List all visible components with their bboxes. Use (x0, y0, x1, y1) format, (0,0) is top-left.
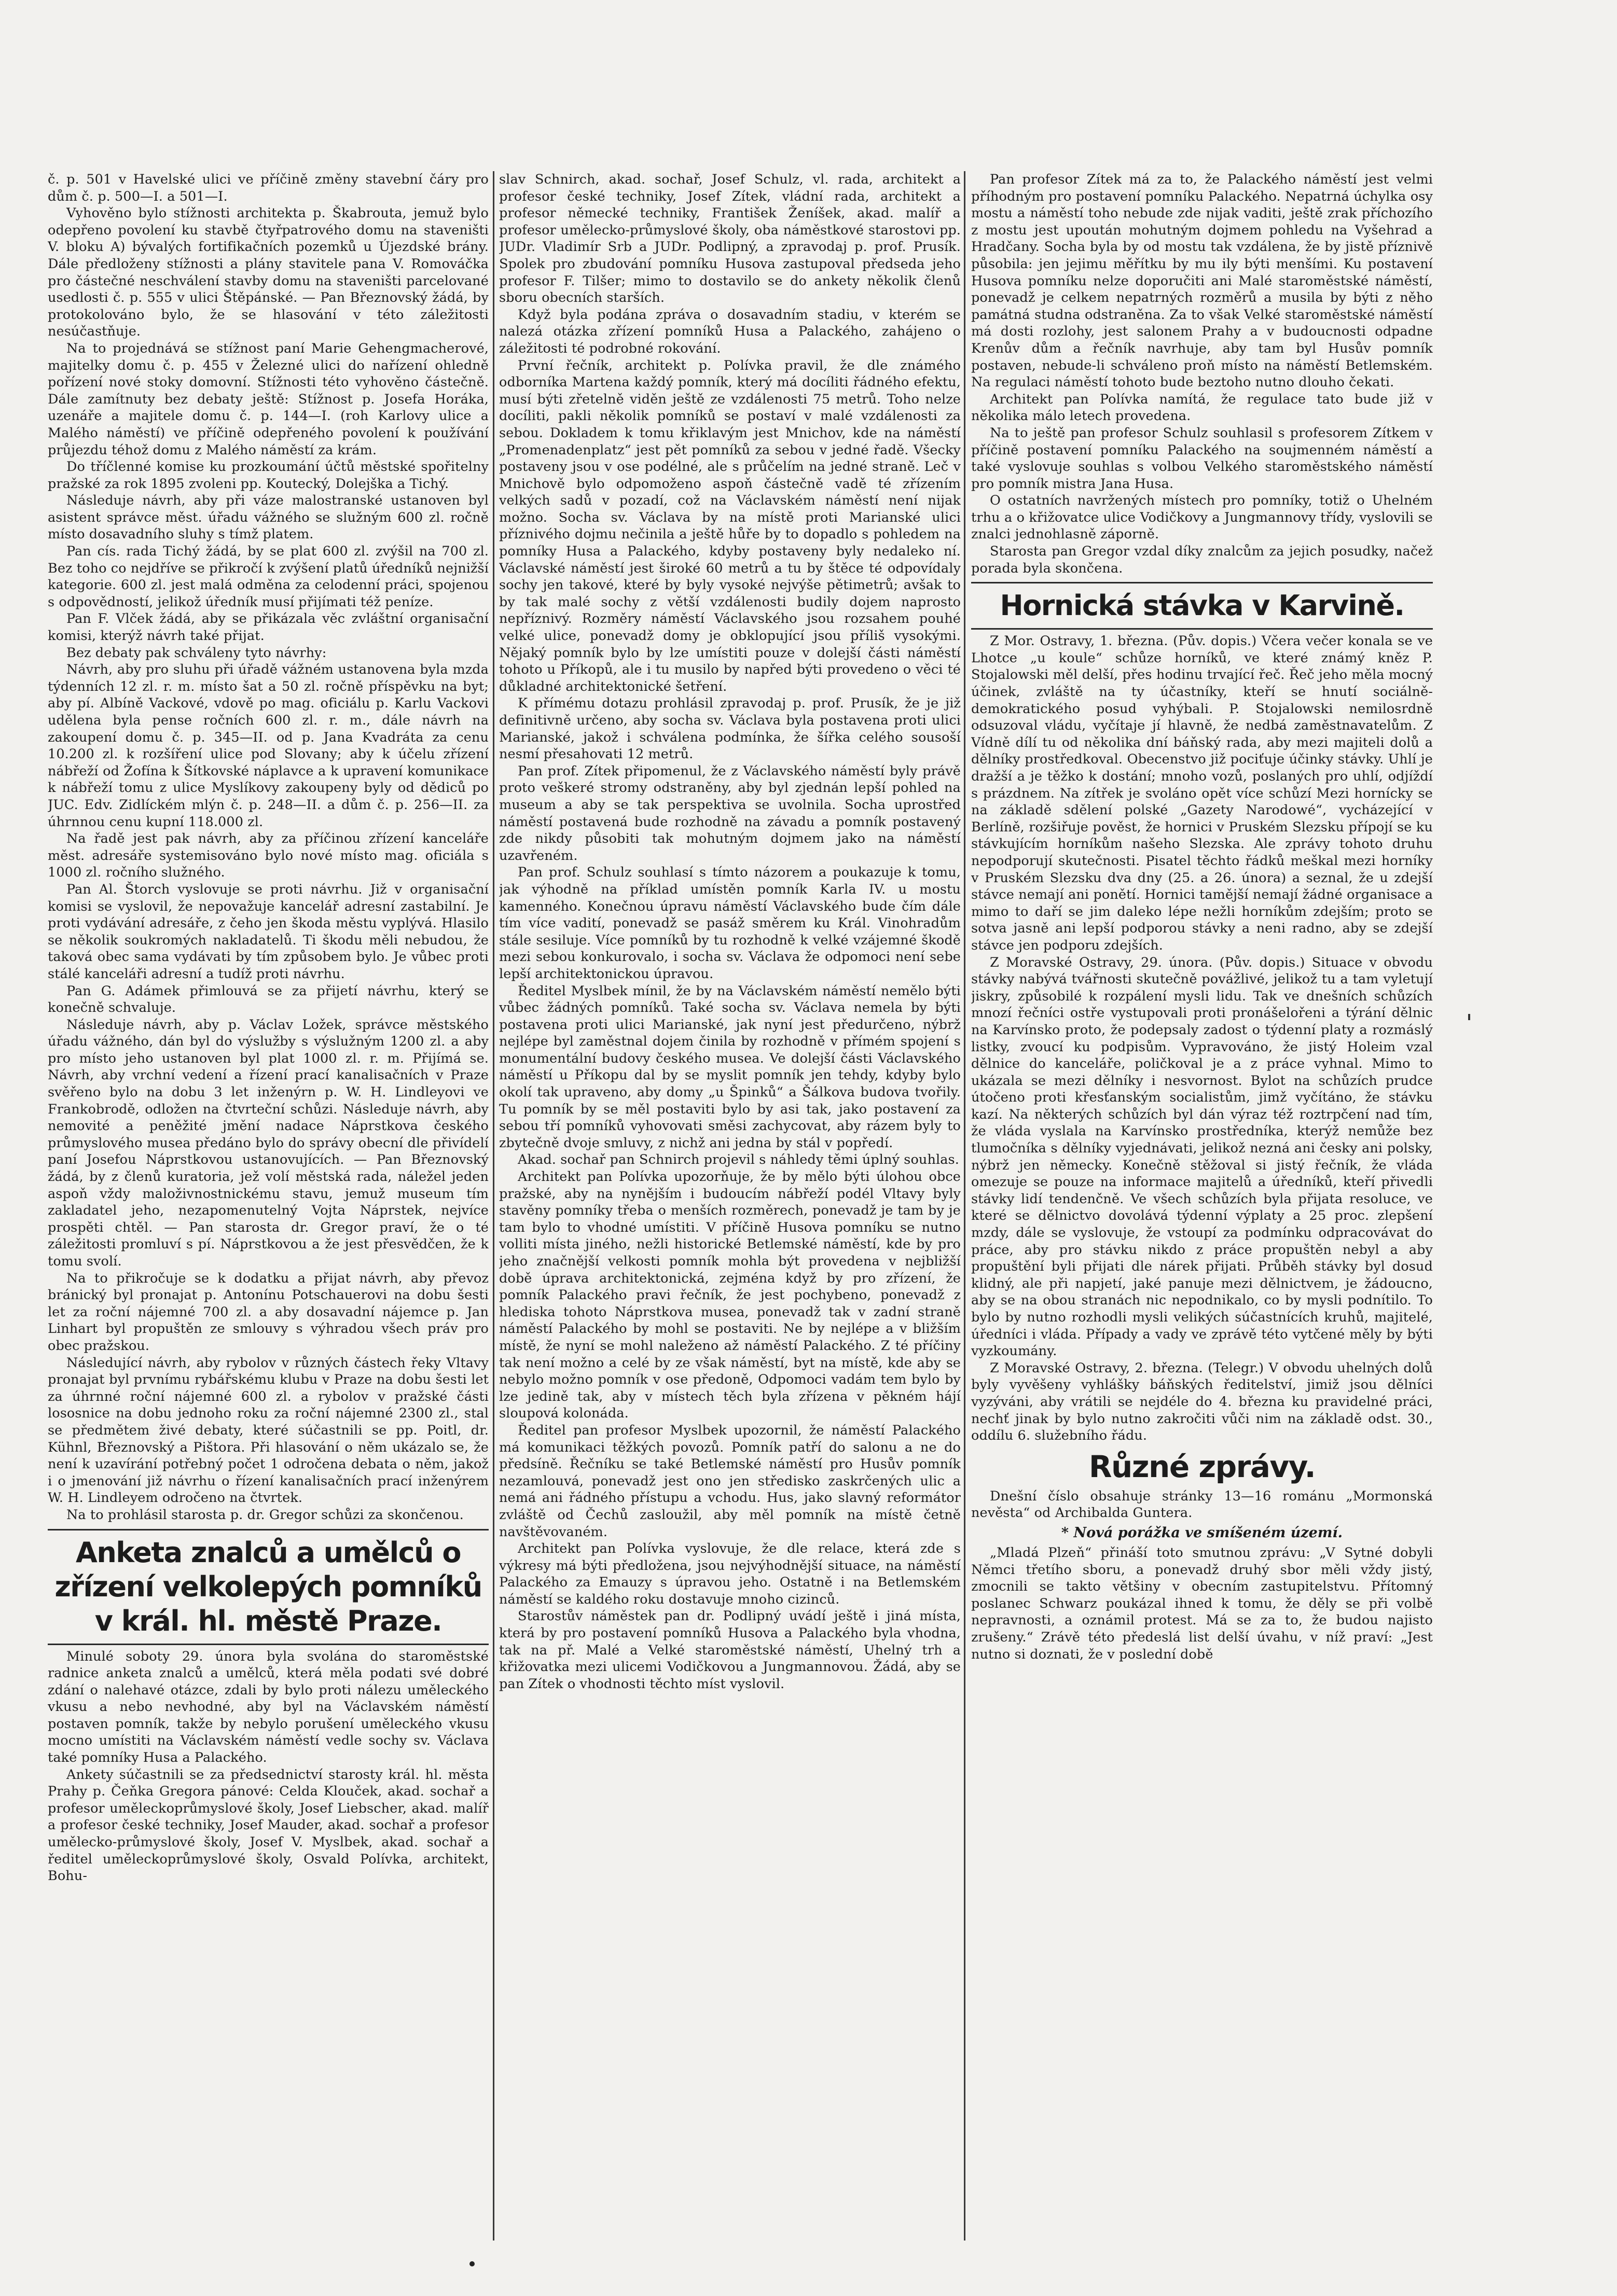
paragraph: „Mladá Plzeň“ přináší toto smutnou zprávu: „V Sytné dobyli Němci třetího sboru, a ponevadž druhý sbor měli vždy jistý, zmocnili se takto většiny v obecním zastupitelstvu. Přítomný poslanec Schwarz poukázal ihned k tomu, že děly se při volbě nepravnosti, a oznámil protest. Má se za to, že budou najisto zrušeny.“ Zrávě této předeslá list delší úvahu, v níž praví: „Jest nutno si doznati, že v poslední době (971, 1544, 1433, 1662)
column-3 (971, 171, 1433, 2239)
paragraph: O ostatních navržených místech pro pomníky, totiž o Uhelném trhu a o křižovatce ulice Vodičkovy a Jungmannovy třídy, vyslovili se znalci jednohlasně záporně. (971, 493, 1433, 542)
ink-dot (469, 2261, 475, 2266)
section-heading: Různé zprávy. (1088, 1449, 1316, 1484)
paragraph: Následující návrh, aby rybolov v různých částech řeky Vltavy pronajat byl prvnímu rybářskému klubu v Praze na dobu šesti let za úhrnné roční nájemné 600 zl. a rybolov v pražské části lososnice na dobu jednoho roku za roční nájemné 2300 zl., stal se předmětem živé debaty, které súčastnili se pp. Poitl, dr. Kühnl, Březnovský a Pištora. Při hlasování o něm ukázalo se, že není k uzavírání potřebný počet 1 odročena debata o něm, jakož i o jmenování již návrhu o řízení kanalisačních prací inženýrem W. H. Lindleyem odročeno na čtvrtek. (48, 1355, 489, 1506)
article-heading: Hornická stávka v Karvině. (1000, 589, 1404, 622)
paragraph: Starosta pan Gregor vzdal díky znalcům za jejich posudky, načež porada byla skončena. (971, 544, 1433, 576)
paragraph: Akad. sochař pan Schnirch projevil s náhledy těmi úplný souhlas. (518, 1152, 959, 1168)
news-subheading: * Nová porážka ve smíšeném území. (1061, 1524, 1343, 1541)
paragraph: Bez debaty pak schváleny tyto návrhy: (66, 645, 327, 661)
paragraph: Z Mor. Ostravy, 1. března. (Pův. dopis.) Včera večer konala se ve Lhotce „u koule“ schůze horníků, ve které známý kněz P. Stojalowski měl delší, přes hodinu trvající řeč. Řeč jeho měla mocný účinek, zvláště na ty účastníky, kteří se hnutí sociálně-demokratického posud vyhýbali. P. Stojalowski nemilosrdně odsuzoval vládu, vyčítaje jí hlavně, že nedbá zaměstnavatelům. Z Vídně dílí tu od několika dní báňský rada, aby mezi majiteli dolů a dělníky prostředkoval. Obecenstvo již pociťuje účinky stávky. Uhlí je dražší a je těžko k dostání; mnoho vozů, poslaných pro uhlí, odjíždí s prázdnem. Na zítřek je svoláno opět více schůzí Mezi hornícky se na základě sdělení polské „Gazety Narodowé“, vycházející v Berlíně, rozšiřuje pověst, že hornici v Pruském Slezsku přípojí se ku stávkujícím horníkům našeho Slezska. Ale zprávy tohoto druhu nepodporují skutečnosti. Pisatel těchto řádků meškal mezi horníky v Pruském Slezsku dva dny (25. a 26. února) a seznal, že u zdejší stávce nemají ani ponětí. Hornici tamější nemají žádné organisace a mimo to daří se jim daleko lépe nežli horníkům zdejším; proto se sotva jasně ani lepší podporou stávky a neni radno, aby se zdejší stávce jen podporu zdejších. (971, 633, 1433, 953)
paragraph: Návrh, aby pro sluhu při úřadě vážném ustanovena byla mzda týdenních 12 zl. r. m. místo šat a 50 zl. ročně příspěvku na byt; aby pí. Albíně Vackové, vdově po mag. oficiálu p. Karlu Vackovi udělena byla pense ročních 600 zl. r. m., dále návrh na zakoupení domu č. p. 345—II. od p. Jana Kvadráta za cenu 10.200 zl. k rozšíření ulice pod Slovany; aby k účelu zřízení nábřeží od Žofína k Šítkovské náplavce a k upravení komunikace k nábřeží tomu z ulice Myslíkovy zakoupeny byly od dědiců po JUC. Edv. Zidlíckém mlýn č. p. 248—II. a dům č. p. 256—II. za úhrnnou cenu kupní 118.000 zl. (48, 662, 489, 830)
column-rule (493, 171, 494, 2241)
paragraph: Ankety súčastnili se za předsednictví starosty král. hl. města Prahy p. Čeňka Gregora pánové: Celda Klouček, akad. sochař a profesor uměleckoprůmyslové školy, Josef Liebscher, akad. malíř a profesor české techniky, Josef Mauder, akad. sochař a profesor umělecko-průmyslové školy, Josef V. Myslbek, akad. sochař a ředitel uměleckoprůmyslové školy, Osvald Polívka, architekt, Bohu- (48, 1766, 489, 1884)
column-2 (499, 171, 961, 2239)
paragraph: Když byla podána zpráva o dosavadním stadiu, v kterém se nalezá otázka zřízení pomníků Husa a Palackého, zahájeno o záležitosti té podrobné rokování. (499, 307, 961, 356)
paragraph: Na řadě jest pak návrh, aby za příčinou zřízení kanceláře měst. adresáře systemisováno bylo nové místo mag. oficiála s 1000 zl. ročního služného. (48, 831, 489, 881)
paragraph: Pan Al. Štorch vyslovuje se proti návrhu. Již v organisační komisi se vyslovil, že nepovažuje kancelář adresní zastabilní. Je proti vydávání adresáře, z čeho jen škoda městu vyplývá. Hlasilo se několik soukromých nakladatelů. Ti škodu měli nebudou, že taková obec sama vydávati by tím způsobem bylo. Je vůbec proti stálé kanceláři adresní a tudíž proti návrhu. (48, 881, 489, 982)
section-divider (48, 1644, 489, 1645)
paragraph: Na to projednává se stížnost paní Marie Gehengmacherové, majitelky domu č. p. 455 v Železné ulici do nařízení ohledně pořízení nové stoky domovní. Stížnosti této vyhověno částečně. Dále zamítnuty bez debaty ještě: Stížnost p. Josefa Horáka, uzenáře a majitele domu č. p. 144—I. (roh Karlovy ulice a Malého náměstí) ve příčině odepřeného povolení k používání průjezdu téhož domu z Malého náměstí za krám. (48, 340, 489, 458)
section-divider (971, 628, 1433, 630)
paragraph: Z Moravské Ostravy, 2. března. (Telegr.) V obvodu uhelných dolů byly vyvěšeny vyhlášky báňských ředitelství, jimiž jsou dělníci vyzýváni, aby vrátili se nejdéle do 4. března ku pravidelné práci, nechť jinak by bylo nutno zakročiti vůči nim na základě odst. 30., oddílu 6. služebního řádu. (971, 1360, 1433, 1444)
paragraph: Na to přikročuje se k dodatku a přijat návrh, aby převoz bránický byl pronajat p. Antonínu Potschauerovi na dobu šesti let za roční nájemné 700 zl. a aby dosavadní nájemce p. Jan Linhart byl propuštěn ze smlouvy s výhradou všech práv pro obec pražskou. (48, 1270, 489, 1354)
paragraph: č. p. 501 v Havelské ulici ve příčině změny stavební čáry pro dům č. p. 500—I. a 501—I. (48, 172, 489, 204)
section-divider (48, 1529, 489, 1530)
paragraph: Pan prof. Zítek připomenul, že z Václavského náměstí byly právě proto veškeré stromy odstraněny, aby byl zjednán lepší pohled na museum a aby se tak perspektiva se uvolnila. Socha uprostřed náměstí postavená bude rozhodně na závadu a pomník postavený zde nikdy působiti tak mohutným dojmem jako na náměstí uzavřeném. (499, 763, 961, 864)
paragraph: Pan cís. rada Tichý žádá, by se plat 600 zl. zvýšil na 700 zl. Bez toho co nejdříve se přikročí k zvýšení platů úředníků nejnižší kategorie. 600 zl. jest malá odměna za celodenní práci, spojenou s odpovědností, jelikož úředník musí přijímati též peníze. (48, 544, 489, 610)
column-rule (964, 171, 965, 2241)
paragraph: Následuje návrh, aby p. Václav Ložek, správce městského úřadu vážného, dán byl do výslužby s výslužným 1200 zl. a aby pro místo jeho ustanoven byl plat 1000 zl. r. m. Přijímá se. Návrh, aby vrchní vedení a řízení prací kanalisačních v Praze svěřeno bylo na dobu 3 let inženýrn p. W. H. Lindleyovi ve Frankobrodě, odložen na čtvrteční schůzi. Následuje návrh, aby nemovité a peněžité jmění nadace Náprstkova českého průmyslového musea předáno bylo do správy obecní dle přivídelí paní Josefou Náprstkovou ustanovujících. — Pan Březnovský žádá, by z členů kuratoria, jež volí městská rada, náležel jeden aspoň vždy maloživnostnickému stavu, jemuž museum tím zakladatel jeho, nezapomenutelný Vojta Náprstek, nejvíce prospěti chtěl. — Pan starosta dr. Gregor praví, že o té záležitosti promluví s pí. Náprstkovou a že jest přesvědčen, že k tomu svolí. (48, 1017, 489, 1269)
paragraph: Z Moravské Ostravy, 29. února. (Pův. dopis.) Situace v obvodu stávky nabývá tvářnosti skutečně povážlivé, jelikož tu a tam vyletují jiskry, způsobilé k rozpálení mysli lidu. Tak ve dnešních schůzích mnozí řečníci ostře vystupovali proti pronášelořeni a týrání dělnic na Karvínsko proto, že podepsaly zadost o týdenní platy a rozmáslý listky, zvoucí ku podpisům. Vypravováno, že jistý Holeim vzal dělnice do kanceláře, poličkoval je a z práce vyhnal. Mimo to ukázala se mezi dělníky i nesvornost. Bylot na schůzích prudce útočeno proti křesťanským socialistům, jimž vyčítáno, že stávku kazí. Na některých schůzích byl dán výraz též roztrpčení nad tím, že vláda vyslala na Karvínsko prostředníka, kterýž nemůže bez tlumočníka s dělníky vyjednávati, jelikož nezná ani česky ani polsky, nýbrž jen německy. Konečně stěžoval si jistý řečník, že vláda omezuje se pouze na informace majitelů a úředníků, kteří přivedli stávky lidí tendenčně. Ve všech schůzích byla přijata resoluce, ve které se dělnictvo dovolává týdenní výplaty a 25 proc. zlepšení mzdy, dále se vyslovuje, že vstoupí za podmínku odpracovávat do práce, aby pro stávku nikdo z práce propuštěn nebyl a aby propuštění byli přijati dle nárek přijati. Průběh stávky byl dosud klidný, ale při napjetí, jaké panuje mezi dělnictvem, je žádoucno, aby se na obou stranách nic nepodnikalo, co by mysli podnítilo. To bylo by nutno rozhodli mysli velikých súčastnících kruhů, majitelé, úředníci i vláda. Případy a vady ve zprávě této vytčené měly by býti vyzkoumány. (971, 954, 1433, 1359)
paragraph: Dnešní číslo obsahuje stránky 13—16 románu „Mormonská nevěsta“ od Archibalda Guntera. (971, 1488, 1433, 1521)
paragraph: Následuje návrh, aby při váze malostranské ustanoven byl asistent správce měst. úřadu vážného se služným 600 zl. ročně místo dosavadního sluhy s tímž platem. (48, 493, 489, 542)
paragraph: Minulé soboty 29. února byla svolána do staroměstské radnice anketa znalců a umělců, která měla podati své dobré zdání o nalehavé otázce, zdali by bylo proti nálezu uměleckého vkusu a nebo nevhodné, aby byl na Václavském náměstí postaven pomník, takže by nebylo porušení uměleckého vkusu mocno umístiti na Václavském náměstí vedle sochy sv. Václava také pomníky Husa a Palackého. (48, 1648, 489, 1766)
paragraph: Ředitel Myslbek mínil, že by na Václavském náměstí nemělo býti vůbec žádných pomníků. Také socha sv. Václava nemela by býti postavena proti ulici Marianské, jak nyní jest předurčeno, nýbrž nejlépe byl zaměstnal dojem činila by rozhodně v přímém spojení s monumentální budovy českého musea. Ve dolejší části Václavského náměstí u Příkopu dal by se myslit pomník jen tehdy, kdyby bylo okolí tak upraveno, aby domy „u Špinků“ a Šálkova budova tvořily. Tu pomník by se měl postaviti bylo by asi tak, jako postavení za sebou tří pomníků vyhovovati směsi zachycovat, aby rázem byly to zbytečně dvoje smluvy, z nichž ani jedna by stál v popředí. (499, 983, 961, 1151)
paragraph: Architekt pan Polívka vyslovuje, že dle relace, která zde s výkresy má býti předložena, jsou nejvýhodnější situace, na náměstí Palackého za Emauzy s úpravou jeho. Ostatně i na Betlemském náměstí se kaldého roku dostavuje mnoho cizinců. (499, 1541, 961, 1607)
paragraph: Pan G. Adámek přimlouvá se za přijetí návrhu, který se konečně schvaluje. (48, 983, 489, 1016)
paragraph: Architekt pan Polívka namítá, že regulace tato bude již v několika málo letech provedena. (971, 391, 1433, 424)
council-report (48, 171, 489, 1524)
paragraph: Do tříčlenné komise ku prozkoumání účtů městské spořitelny pražské za rok 1895 zvoleni pp. Koutecký, Dolejška a Tichý. (48, 459, 489, 492)
article-heading: Anketa znalců a umělců o zřízení velkolepých pomníků v král. hl. městě Praze. (54, 1536, 482, 1637)
paragraph: Na to ještě pan profesor Schulz souhlasil s profesorem Zítkem v příčině postavení pomníku Palackého na soujmenném náměstí a také vyslovuje souhlas s volbou Velkého staroměstského náměstí pro pomník mistra Jana Husa. (971, 425, 1433, 492)
paragraph: K přímému dotazu prohlásil zpravodaj p. prof. Prusík, že je již definitivně určeno, aby socha sv. Václava byla postavena proti ulici Marianské, jakož i schválena podmínka, že šířka celého sousoší nesmí přesahovati 12 metrů. (499, 695, 961, 762)
paragraph: Pan prof. Schulz souhlasí s tímto názorem a poukazuje k tomu, jak výhodně na příklad umístěn pomník Karla IV. u mostu kamenného. Konečnou úpravu náměstí Václavského bude čím dále tím více vadití, ponevadž se pasáž směrem ku Král. Vinohradům stále sesiluje. Více pomníků by tu rozhodně k velké vzájemné škodě mezi sebou konkurovalo, i socha sv. Václava že odpomoci není sebe lepší architektonickou úpravou. (499, 865, 961, 982)
column-1 (48, 171, 489, 2239)
paragraph: Starostův náměstek pan dr. Podlipný uvádí ještě i jiná místa, která by pro postavení pomníků Husova a Palackého byla vhodna, tak na př. Malé a Velké staroměstské náměstí, Uhelný trh a křižovatka mezi ulicemi Vodičkovou a Jungmannovou. Žádá, aby se pan Zítek o vhodnosti těchto míst vyslovil. (499, 1608, 961, 1692)
paragraph: Pan profesor Zítek má za to, že Palackého náměstí jest velmi příhodným pro postavení pomníku Palackého. Nepatrná úchylka osy mostu a náměstí toho nebude zde nijak vaditi, ještě zrak příchozího z mostu jest upoután mohutným dojmem pohledu na Vyšehrad a Hradčany. Socha byla by od mostu tak vzdálena, že by jistě příznivě působila: jen jejimu měřítku by mu ily býti menšími. Ku postavení Husova pomníku nelze doporučiti ani Malé staroměstské náměstí, ponevadž je celkem nepatrných rozměrů a musila by býti z něho památná studna odstraněna. Za to však Velké staroměstské náměstí má dosti rozlohy, jest salonem Prahy a v budoucnosti odpadne Krenův dům a řečník navrhuje, aby tam byl Husův pomník postaven, nebude-li schváleno proň místo na náměstí Betlemském. Na regulaci náměstí tohoto bude beztoho nutno dlouho čekati. (971, 172, 1433, 391)
paragraph: Na to prohlásil starosta p. dr. Gregor schůzi za skončenou. (66, 1507, 464, 1523)
paragraph: slav Schnirch, akad. sochař, Josef Schulz, vl. rada, architekt a profesor české techniky, Josef Zítek, vládní rada, architekt a profesor německé techniky, František Ženíšek, akad. malíř a profesor umělecko-průmyslové školy, oba náměstkové starostovi pp. JUDr. Vladimír Srb a JUDr. Podlipný, a zpravodaj p. prof. Prusík. Spolek pro zbudování pomníku Husova zastupoval předseda jeho profesor F. Tilšer; mimo to dostavilo se do ankety několik členů sboru obecních starších. (499, 172, 961, 306)
paragraph: Pan F. Vlček žádá, aby se přikázala věc zvláštní organisační komisi, kterýž návrh také přijat. (48, 611, 489, 644)
paragraph: Vyhověno bylo stížnosti architekta p. Škabrouta, jemuž bylo odepřeno povolení ku stavbě čtyřpatrového domu na staveništi V. bloku A) bývalých fortifikačních pozemků u Újezdské brány. Dále předloženy stížnosti a plány stavitele pana V. Romováčka pro částečné neschválení stavby domu na staveništi parcelované usedlosti č. p. 555 v ulici Štěpánské. — Pan Březnovský žádá, by protokolováno bylo, že se hlasování v této záležitosti nesúčastňuje. (48, 205, 489, 340)
paragraph: Ředitel pan profesor Myslbek upozornil, že náměstí Palackého má komunikaci těžkých povozů. Pomník patří do salonu a ne do předsíně. Řečníku se také Betlemské náměstí pro Husův pomník nezamlouvá, ponevadž jest ono jen středisko zaskrčených ulic a nemá ani řádného přístupu a vchodu. Hus, jako slavný reformátor zvláště od Čechů zasloužil, aby měl pomník na místě četně navštěvovaném. (499, 1422, 961, 1540)
paragraph: Architekt pan Polívka upozorňuje, že by mělo býti úlohou obce pražské, aby na nynějším i budoucím nábřeží podél Vltavy byly stavěny pomníky třeba o menších rozměrech, ponevadž je tam by je tam bylo to vhodné umístiti. V příčině Husova pomníku se nutno volliti místa jiného, nežli historické Betlemské náměstí, kde by pro jeho značnější velkosti pomník mohla být provedena v nejbližší době úprava architektonická, zejména když by pro zřízení, že pomník Palackého pravi řečník, že jest pochybeno, ponevadž z hlediska tohoto Náprstkova musea, ponevadž tak v zadní straně náměstí Palackého by mohl se postaviti. Ne by nejlépe a v bližším místě, že nyní se mohl naleženo až náměstí Palackého. Z té příčiny tak není možno a celé by ze však náměstí, byt na místě, kde aby se nebylo možno pomník v ose předoně, Odpomoci vadám tem bylo by lze jedině tak, aby v místech těch byla zřízena v pěkném hájí sloupová kolonáda. (499, 1169, 961, 1422)
ink-mark (1468, 1014, 1470, 1020)
section-divider (971, 582, 1433, 583)
paragraph: První řečník, architekt p. Polívka pravil, že dle známého odborníka Martena každý pomník, který má docíliti řádného efektu, musí býti zřetelně viděn ještě ze vzdálenosti 75 metrů. Toho nelze docíliti, pakli několik pomníků se postaví v malé vzdálenosti za sebou. Dokladem k tomu křiklavým jest Mnichov, kde na náměstí „Promenadenplatz“ jest pět pomníků za sebou v jedné řadě. Všecky postaveny jsou v ose podélné, ale s průčelím na jedné straně. Leč v Mnichově bylo odpomoženo aspoň částečně vadě té zřízením velkých sadů v pozadí, což na Václavském náměstí není nijak možno. Socha sv. Václava by na místě proti Marianské ulici příznivého dojmu nečinila a ještě hůře by to dopadlo s pohledem na pomníky Husa a Palackého, kdyby postaveny byly nedaleko ní. Václavské náměstí jest široké 60 metrů a tu by štěce té odpovídaly sochy jen takové, které by byly vysoké nejvýše pětimetrů; avšak to by tak malé sochy z větší vzdálenosti budily dojem naprosto nepříznivý. Rozměry náměstí Václavského jsou rozsahem pouhé velké ulice, ponevadž domy je obklopující jsou příliš vysokými. Nějaký pomník bylo by lze umístiti pouze v dolejší části náměstí tohoto u Příkopů, ale i tu musilo by napřed býti provedeno o věci té důkladné architektonické šetření. (499, 357, 961, 694)
